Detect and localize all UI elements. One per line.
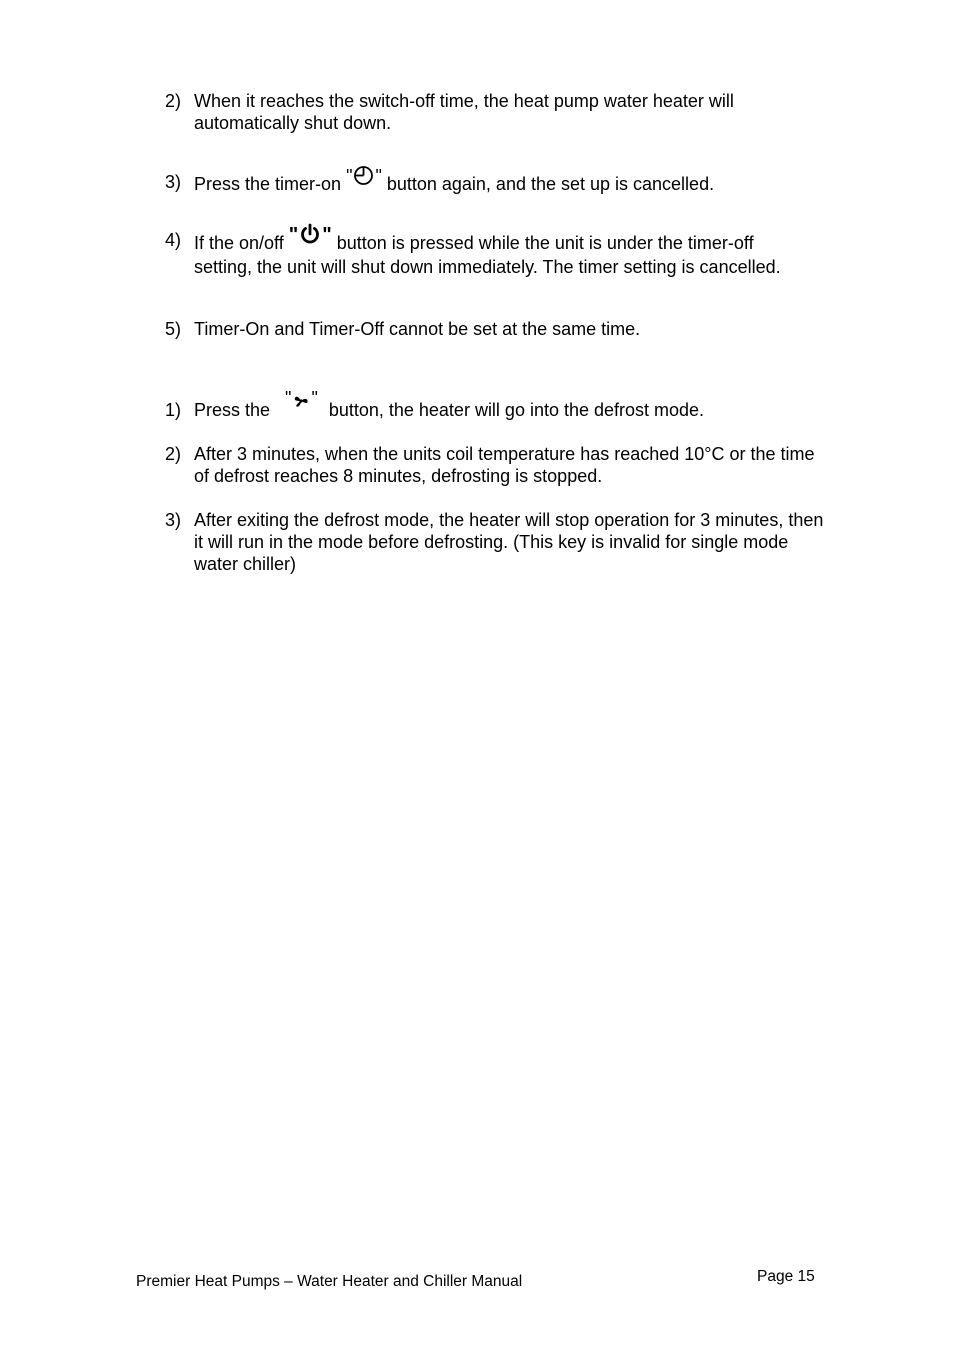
quote-close: " — [311, 388, 318, 408]
item-text: When it reaches the switch-off time, the heat pump water heater will automatically shut down. — [194, 91, 734, 133]
item-text: Timer-On and Timer-Off cannot be set at the same time. — [194, 319, 641, 339]
item-text-after: button is pressed while the unit is under the timer-off — [331, 233, 754, 253]
item-text-before: Press the timer-on — [194, 174, 347, 194]
clock-icon — [353, 165, 374, 191]
quote-open: " — [285, 388, 292, 408]
quote-close: " — [322, 224, 332, 246]
item-number: 5) — [165, 319, 182, 339]
item-text — [194, 166, 830, 197]
item-number: 3) — [165, 510, 182, 530]
quote-open: " — [288, 224, 299, 246]
fan-icon — [292, 391, 310, 413]
item-text — [194, 224, 830, 278]
item-text: After exiting the defrost mode, the heater will stop operation for 3 minutes, then it will run in the mode before defrosting. (This key is invalid for single mode water chiller) — [194, 510, 824, 574]
quote-close: " — [375, 166, 382, 186]
item-text-before: Press the — [194, 400, 276, 420]
item-number: 4) — [165, 230, 182, 250]
power-icon — [299, 223, 321, 250]
item-number: 2) — [165, 91, 182, 111]
footer-title: Premier Heat Pumps – Water Heater and Chiller Manual — [136, 1273, 523, 1290]
page-number: Page 15 — [757, 1268, 815, 1285]
item-number: 2) — [165, 444, 182, 464]
item-text-after: button, the heater will go into the defrost mode. — [323, 400, 705, 420]
quote-open: " — [346, 166, 353, 186]
item-text — [194, 388, 830, 423]
item-number: 3) — [165, 172, 182, 192]
item-number: 1) — [165, 400, 182, 420]
item-text-rest: setting, the unit will shut down immediately. The timer setting is cancelled. — [194, 257, 781, 277]
item-text-after: button again, and the set up is cancelled. — [381, 174, 715, 194]
item-text-before: If the on/off — [194, 233, 289, 253]
item-text: After 3 minutes, when the units coil temperature has reached 10°C or the time of defrost reaches 8 minutes, defrosting is stopped. — [194, 444, 815, 486]
